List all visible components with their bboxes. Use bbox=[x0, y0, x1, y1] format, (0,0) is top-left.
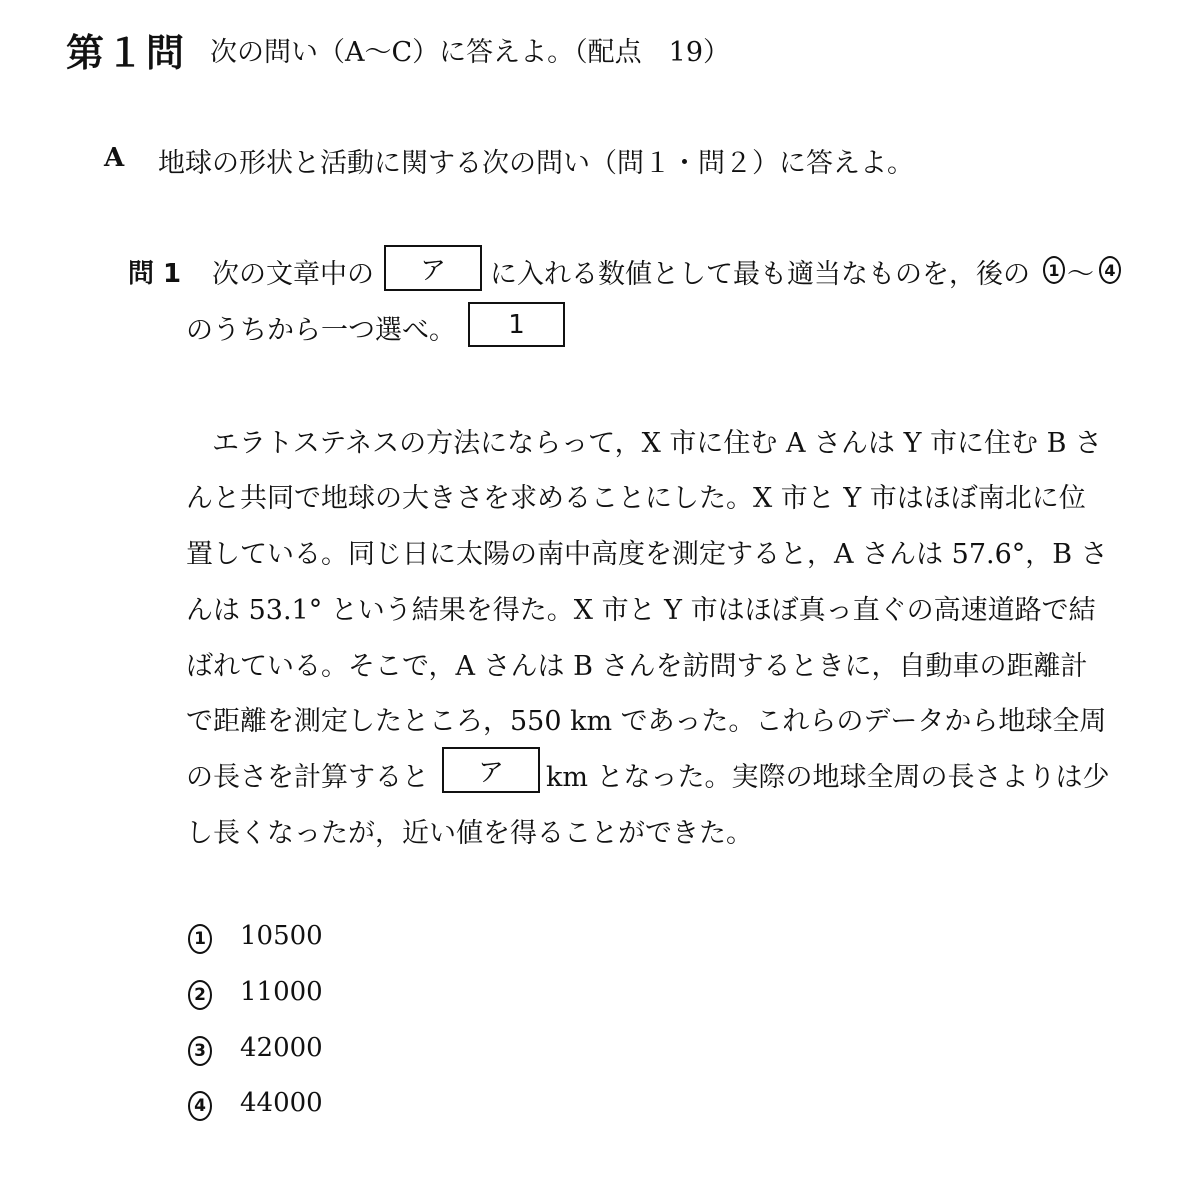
passage-line: 置している。同じ日に太陽の南中高度を測定すると，A さんは 57.6°，B さ bbox=[186, 539, 1108, 570]
passage-line: んは 53.1° という結果を得た。X 市と Y 市はほぼ真っ直ぐの高速道路で結 bbox=[186, 595, 1096, 626]
question-label: 問 1 bbox=[128, 259, 182, 289]
option-value: 11000 bbox=[240, 977, 323, 1007]
option-value: 42000 bbox=[240, 1033, 323, 1063]
problem-instruction: 次の問い（A～C）に答えよ。（配点 19） bbox=[210, 37, 731, 68]
option-value: 10500 bbox=[240, 921, 323, 951]
range-end-circle bbox=[1099, 256, 1121, 284]
option-number: 4 bbox=[194, 1096, 206, 1116]
option-number: 2 bbox=[194, 985, 206, 1005]
range-start-circle bbox=[1043, 256, 1065, 284]
passage-line: し長くなったが，近い値を得ることができた。 bbox=[186, 818, 753, 849]
passage-line: エラトステネスの方法にならって，X 市に住む A さんは Y 市に住む B さ bbox=[212, 428, 1103, 459]
option-number-circle bbox=[188, 1091, 212, 1121]
blank-box-a-passage bbox=[442, 747, 540, 793]
option-value: 44000 bbox=[240, 1088, 323, 1118]
option-number-circle bbox=[188, 980, 212, 1010]
option-number: 1 bbox=[194, 929, 206, 949]
answer-number-box bbox=[468, 302, 565, 347]
passage-line: の長さを計算すると bbox=[186, 762, 429, 793]
passage-line: km となった。実際の地球全周の長さよりは少 bbox=[546, 762, 1110, 793]
problem-title: 第１問 bbox=[66, 31, 187, 75]
passage-line: で距離を測定したところ，550 km であった。これらのデータから地球全周 bbox=[186, 706, 1107, 737]
blank-box-label: ア bbox=[477, 757, 504, 788]
option-number: 3 bbox=[194, 1041, 206, 1061]
passage-line: ばれている。そこで，A さんは B さんを訪問するときに，自動車の距離計 bbox=[186, 651, 1088, 682]
section-instruction: 地球の形状と活動に関する次の問い（問１・問２）に答えよ。 bbox=[158, 148, 914, 179]
blank-box-label: ア bbox=[419, 255, 446, 286]
option-number-circle bbox=[188, 924, 212, 954]
range-separator: ～ bbox=[1067, 259, 1094, 290]
passage-line: んと共同で地球の大きさを求めることにした。X 市と Y 市はほぼ南北に位 bbox=[186, 483, 1086, 514]
answer-number: 1 bbox=[508, 309, 525, 340]
question-text-start: 次の文章中の bbox=[212, 259, 374, 290]
section-letter: A bbox=[104, 143, 125, 173]
question-text-end: のうちから一つ選べ。 bbox=[186, 315, 456, 346]
question-text-middle: に入れる数値として最も適当なものを，後の bbox=[490, 259, 1030, 290]
option-number-circle bbox=[188, 1036, 212, 1066]
blank-box-a bbox=[384, 245, 482, 291]
range-end-number: 4 bbox=[1104, 260, 1116, 280]
range-start-number: 1 bbox=[1048, 260, 1060, 280]
